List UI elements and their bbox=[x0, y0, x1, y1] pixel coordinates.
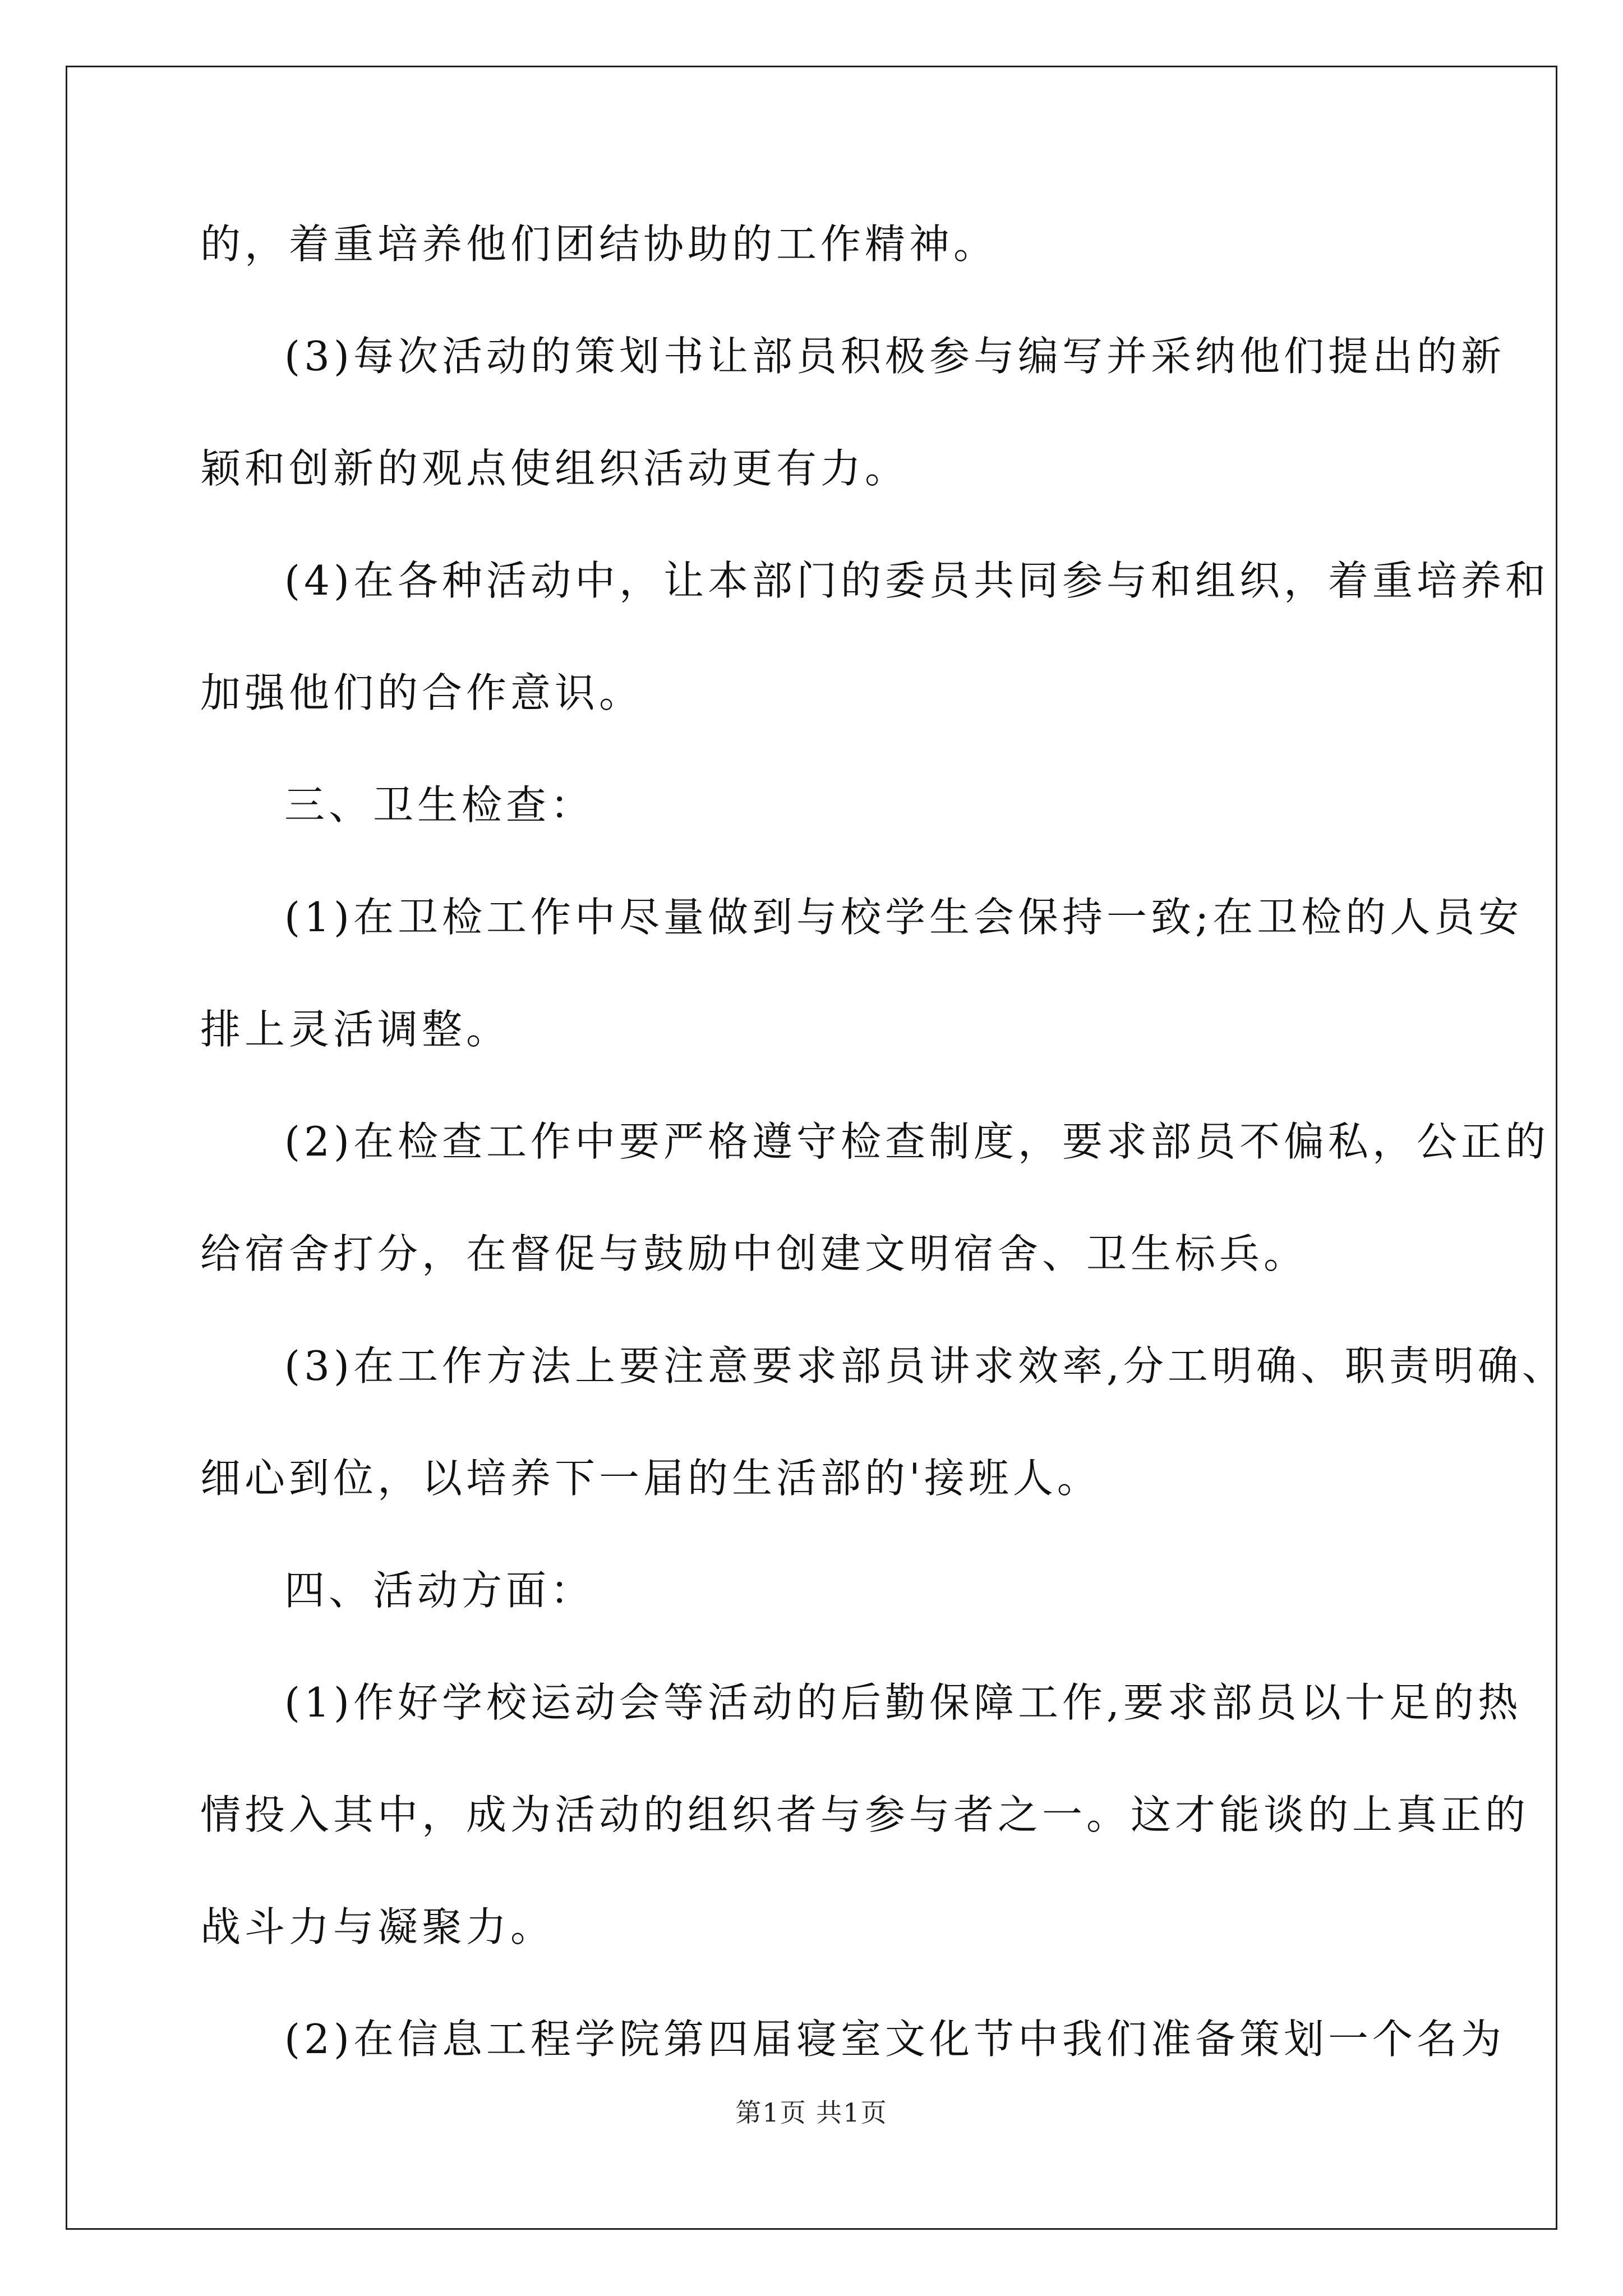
section-heading: 四、活动方面： bbox=[284, 1567, 595, 1614]
text-line: (1)在卫检工作中尽量做到与校学生会保持一致;在卫检的人员安 bbox=[284, 894, 1523, 941]
text-line: (1)作好学校运动会等活动的后勤保障工作,要求部员以十足的热 bbox=[284, 1679, 1522, 1726]
text-line: 加强他们的合作意识。 bbox=[200, 669, 644, 716]
text-line: 细心到位，以培养下一届的生活部的'接班人。 bbox=[200, 1455, 1101, 1502]
text-line: (3)每次活动的策划书让部员积极参与编写并采纳他们提出的新 bbox=[284, 333, 1505, 380]
text-line: (2)在检查工作中要严格遵守检查制度，要求部员不偏私，公正的 bbox=[284, 1118, 1550, 1165]
text-line: 的，着重培养他们团结协助的工作精神。 bbox=[200, 220, 998, 268]
section-heading: 三、卫生检查： bbox=[284, 781, 595, 829]
text-line: 给宿舍打分，在督促与鼓励中创建文明宿舍、卫生标兵。 bbox=[200, 1230, 1308, 1277]
text-line: 颖和创新的观点使组织活动更有力。 bbox=[200, 445, 910, 492]
text-line: (2)在信息工程学院第四届寝室文化节中我们准备策划一个名为 bbox=[284, 2016, 1505, 2063]
text-line: 情投入其中，成为活动的组织者与参与者之一。这才能谈的上真正的 bbox=[200, 1791, 1530, 1838]
text-line: (4)在各种活动中，让本部门的委员共同参与和组织，着重培养和 bbox=[284, 557, 1550, 604]
text-line: 战斗力与凝聚力。 bbox=[200, 1903, 555, 1950]
text-line: 排上灵活调整。 bbox=[200, 1006, 511, 1053]
text-line: (3)在工作方法上要注意要求部员讲求效率,分工明确、职责明确、 bbox=[284, 1342, 1566, 1389]
page-number-footer: 第1页 共1页 bbox=[735, 2097, 888, 2128]
